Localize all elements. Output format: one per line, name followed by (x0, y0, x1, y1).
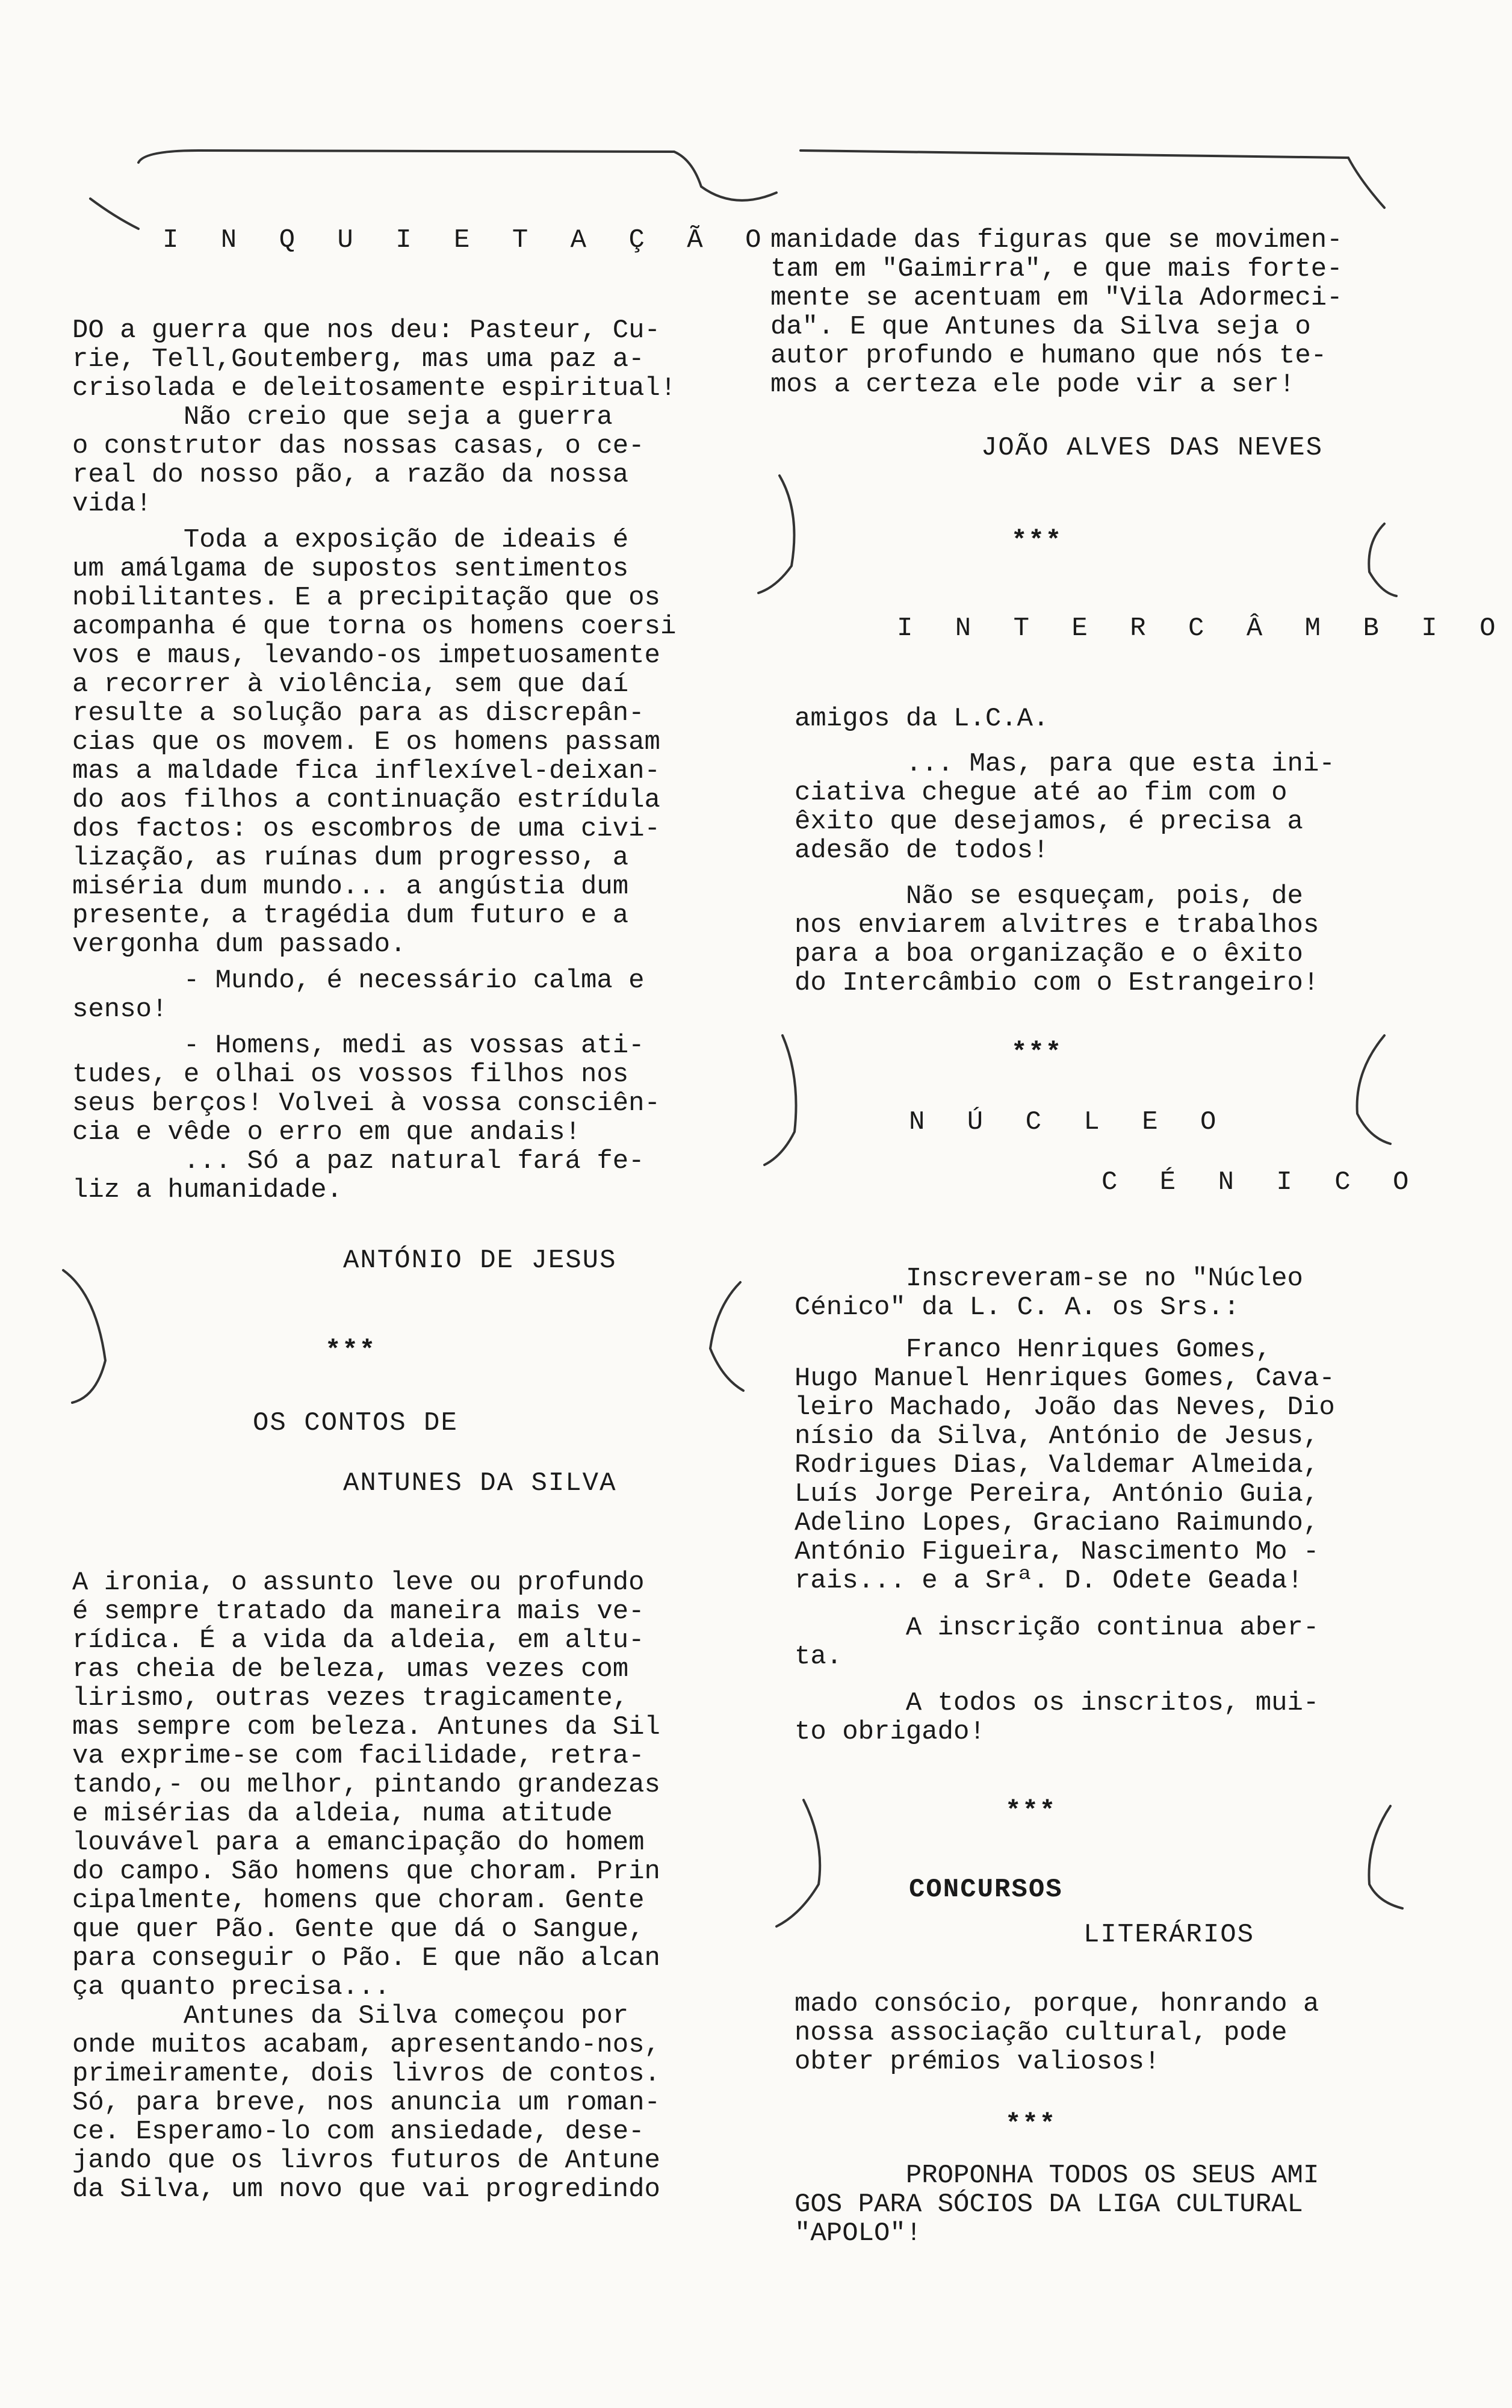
inquietacao-line: crisolada e deleitosamente espiritual! (72, 373, 677, 403)
intercambio-line: para a boa organização e o êxito (795, 939, 1303, 969)
inquietacao-line: liz a humanidade. (72, 1175, 342, 1205)
contos-title-line2: ANTUNES DA SILVA (343, 1468, 617, 1498)
inquietacao-line: resulte a solução para as discrepân- (72, 698, 645, 728)
contos-line: Antunes da Silva começou por (72, 2001, 629, 2031)
inquietacao-line: a recorrer à violência, sem que daí (72, 669, 629, 700)
border-right-4 (1357, 1035, 1390, 1144)
inquietacao-line: um amálgama de supostos sentimentos (72, 554, 629, 584)
inquietacao-line: seus berços! Volvei à vossa consciên- (72, 1088, 660, 1119)
inquietacao-line: do aos filhos a continuação estrídula (72, 785, 660, 815)
contos-title-line1: OS CONTOS DE (253, 1408, 458, 1438)
contos-continuation-line: autor profundo e humano que nós te- (770, 341, 1327, 371)
nucleo-line: Franco Henriques Gomes, (795, 1335, 1272, 1365)
inquietacao-line: lização, as ruínas dum progresso, a (72, 843, 629, 873)
inquietacao-line: - Homens, medi as vossas ati- (72, 1031, 645, 1061)
contos-line: do campo. São homens que choram. Prin (72, 1857, 660, 1887)
section-separator: *** (1005, 2109, 1057, 2140)
intercambio-greeting: amigos da L.C.A. (795, 704, 1049, 734)
contos-line: Só, para breve, nos anuncia um roman- (72, 2088, 660, 2118)
contos-line: ras cheia de beleza, umas vezes com (72, 1654, 629, 1684)
contos-line: mas sempre com beleza. Antunes da Sil (72, 1712, 660, 1742)
contos-line: A ironia, o assunto leve ou profundo (72, 1568, 645, 1598)
inquietacao-line: vos e maus, levando-os impetuosamente (72, 641, 660, 671)
concursos-line: mado consócio, porque, honrando a (795, 1989, 1319, 2019)
contos-line: rídica. É a vida da aldeia, em altu- (72, 1625, 645, 1656)
nucleo-title-line2: C É N I C O (1101, 1167, 1422, 1197)
border-top-left (138, 150, 776, 200)
section-separator: *** (325, 1336, 377, 1366)
contos-continuation-line: tam em "Gaimirra", e que mais forte- (770, 254, 1343, 284)
nucleo-line: Hugo Manuel Henriques Gomes, Cava- (795, 1364, 1335, 1394)
border-right-5 (776, 1800, 820, 1926)
concursos-line: obter prémios valiosos! (795, 2047, 1160, 2077)
inquietacao-line: mas a maldade fica inflexível-deixan- (72, 756, 660, 786)
contos-line: que quer Pão. Gente que dá o Sangue, (72, 1914, 645, 1944)
nucleo-line: António Figueira, Nascimento Mo - (795, 1537, 1319, 1567)
inquietacao-line: cia e vêde o erro em que andais! (72, 1117, 581, 1147)
nucleo-line: Luís Jorge Pereira, António Guia, (795, 1479, 1319, 1509)
inquietacao-line: o construtor das nossas casas, o ce- (72, 431, 645, 461)
nucleo-line: ta. (795, 1642, 843, 1672)
intercambio-line: nos enviarem alvitres e trabalhos (795, 910, 1319, 940)
inquietacao-line: cias que os movem. E os homens passam (72, 727, 660, 757)
border-right-1 (758, 476, 795, 593)
section-separator: *** (1011, 1038, 1063, 1068)
nucleo-line: A todos os inscritos, mui- (795, 1688, 1319, 1718)
intercambio-line: Não se esqueçam, pois, de (795, 881, 1303, 911)
inquietacao-line: - Mundo, é necessário calma e (72, 966, 645, 996)
inquietacao-line: nobilitantes. E a precipitação que os (72, 583, 660, 613)
contos-line: primeiramente, dois livros de contos. (72, 2059, 660, 2089)
inquietacao-line: senso! (72, 995, 168, 1025)
nucleo-line: nísio da Silva, António de Jesus, (795, 1421, 1319, 1451)
contos-continuation-line: manidade das figuras que se movimen- (770, 225, 1343, 255)
inquietacao-line: real do nosso pão, a razão da nossa (72, 460, 629, 490)
nucleo-line: Inscreveram-se no "Núcleo (795, 1264, 1303, 1294)
border-mid-center (710, 1282, 743, 1391)
nucleo-line: Rodrigues Dias, Valdemar Almeida, (795, 1450, 1319, 1480)
intercambio-line: êxito que desejamos, é precisa a (795, 807, 1303, 837)
border-top-right (801, 150, 1384, 208)
nucleo-line: A inscrição continua aber- (795, 1613, 1319, 1643)
contos-continuation-line: da". E que Antunes da Silva seja o (770, 312, 1311, 342)
closing-line: "APOLO"! (795, 2218, 922, 2248)
nucleo-line: to obrigado! (795, 1717, 985, 1747)
inquietacao-line: Não creio que seja a guerra (72, 402, 613, 432)
inquietacao-line: vida! (72, 489, 152, 519)
section-separator: *** (1011, 526, 1063, 556)
concursos-line: nossa associação cultural, pode (795, 2018, 1287, 2048)
contos-author: JOÃO ALVES DAS NEVES (981, 433, 1324, 463)
contos-line: onde muitos acabam, apresentando-nos, (72, 2030, 660, 2060)
closing-line: GOS PARA SÓCIOS DA LIGA CULTURAL (795, 2189, 1303, 2220)
intercambio-line: adesão de todos! (795, 836, 1049, 866)
contos-line: ce. Esperamo-lo com ansiedade, dese- (72, 2117, 645, 2147)
contos-line: louvável para a emancipação do homem (72, 1828, 645, 1858)
contos-line: va exprime-se com facilidade, retra- (72, 1741, 645, 1771)
inquietacao-line: presente, a tragédia dum futuro e a (72, 901, 629, 931)
nucleo-line: rais... e a Srª. D. Odete Geada! (795, 1566, 1303, 1596)
contos-line: lirismo, outras vezes tragicamente, (72, 1683, 629, 1713)
contos-line: para conseguir o Pão. E que não alcan (72, 1943, 660, 1973)
intercambio-line: do Intercâmbio com o Estrangeiro! (795, 968, 1319, 998)
inquietacao-line: acompanha é que torna os homens coersi (72, 612, 677, 642)
border-mid-left (63, 1270, 105, 1403)
closing-line: PROPONHA TODOS OS SEUS AMI (795, 2161, 1319, 2191)
intercambio-line: ... Mas, para que esta ini- (795, 749, 1335, 779)
inquietacao-line: vergonha dum passado. (72, 929, 406, 960)
inquietacao-line: Toda a exposição de ideais é (72, 525, 629, 555)
intercambio-line: ciativa chegue até ao fim com o (795, 778, 1287, 808)
inquietacao-line: rie, Tell,Goutemberg, mas uma paz a- (72, 344, 645, 374)
nucleo-line: leiro Machado, João das Neves, Dio (795, 1392, 1335, 1423)
nucleo-title-line1: N Ú C L E O (909, 1107, 1230, 1137)
contos-line: e misérias da aldeia, numa atitude (72, 1799, 613, 1829)
contos-continuation-line: mente se acentuam em "Vila Adormeci- (770, 283, 1343, 313)
intercambio-title: I N T E R C Â M B I O (897, 613, 1509, 644)
inquietacao-title: I N Q U I E T A Ç Ã O (163, 225, 775, 255)
inquietacao-line: tudes, e olhai os vossos filhos nos (72, 1060, 629, 1090)
border-right-2 (1369, 524, 1396, 596)
inquietacao-author: ANTÓNIO DE JESUS (343, 1246, 617, 1276)
inquietacao-line: miséria dum mundo... a angústia dum (72, 872, 629, 902)
border-right-6 (1369, 1806, 1402, 1908)
nucleo-line: Cénico" da L. C. A. os Srs.: (795, 1292, 1240, 1323)
contos-line: é sempre tratado da maneira mais ve- (72, 1597, 645, 1627)
nucleo-line: Adelino Lopes, Graciano Raimundo, (795, 1508, 1319, 1538)
inquietacao-line: dos factos: os escombros de uma civi- (72, 814, 660, 844)
contos-line: tando,- ou melhor, pintando grandezas (72, 1770, 660, 1800)
contos-line: ça quanto precisa... (72, 1972, 391, 2002)
inquietacao-line: ... Só a paz natural fará fe- (72, 1146, 645, 1176)
contos-line: jando que os livros futuros de Antune (72, 2146, 660, 2176)
border-right-3 (764, 1035, 796, 1165)
section-separator: *** (1005, 1796, 1057, 1826)
contos-line: cipalmente, homens que choram. Gente (72, 1885, 645, 1916)
contos-continuation-line: mos a certeza ele pode vir a ser! (770, 370, 1295, 400)
border-left-bracket (90, 199, 138, 229)
inquietacao-line: DO a guerra que nos deu: Pasteur, Cu- (72, 315, 660, 346)
concursos-title-line1: CONCURSOS (909, 1875, 1063, 1905)
concursos-title-line2: LITERÁRIOS (1083, 1920, 1255, 1950)
contos-line: da Silva, um novo que vai progredindo (72, 2174, 660, 2205)
